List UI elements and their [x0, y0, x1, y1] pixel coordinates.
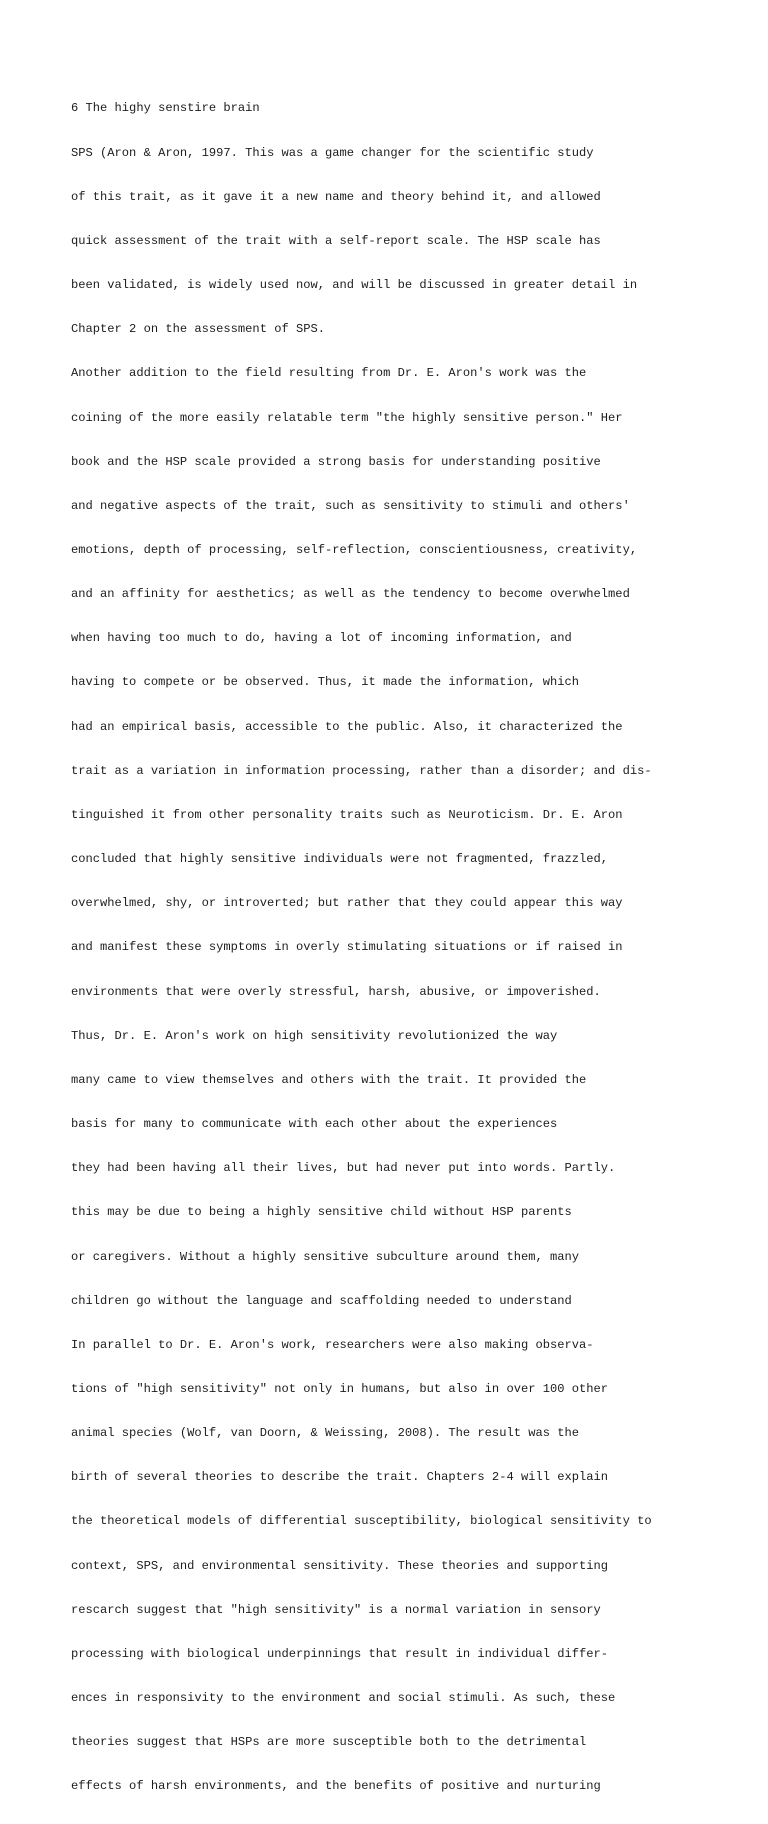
text-line: having to compete or be observed. Thus, it made the information, which [71, 675, 580, 690]
text-line: birth of several theories to describe the trait. Chapters 2-4 will explain [71, 1470, 609, 1485]
text-line: rescarch suggest that "high sensitivity" is a normal variation in sensory [71, 1602, 601, 1617]
text-line: processing with biological underpinnings that result in individual differ- [71, 1646, 609, 1661]
text-line: and an affinity for aesthetics; as well as the tendency to become overwhelmed [71, 587, 630, 602]
text-line: this may be due to being a highly sensitive child without HSP parents [71, 1205, 572, 1220]
text-line: of this trait, as it gave it a new name and theory behind it, and allowed [71, 189, 601, 204]
text-line: they had been having all their lives, but had never put into words. Partly. [71, 1161, 616, 1176]
text-line: emotions, depth of processing, self-reflection, conscientiousness, creativity, [71, 543, 638, 557]
text-line: overwhelmed, shy, or introverted; but rather that they could appear this way [71, 896, 623, 911]
text-line: Thus, Dr. E. Aron's work on high sensitivity revolutionized the way [71, 1028, 558, 1043]
text-line: had an empirical basis, accessible to the public. Also, it characterized the [71, 719, 623, 734]
text-line: context, SPS, and environmental sensitivity. These theories and supporting [71, 1558, 609, 1573]
body-text [71, 72, 711, 1824]
text-line: In parallel to Dr. E. Aron's work, researchers were also making observa- [71, 1337, 594, 1352]
text-line: many came to view themselves and others with the trait. It provided the [71, 1072, 587, 1087]
text-line: effects of harsh environments, and the benefits of positive and nurturing [71, 1779, 601, 1794]
text-line: and manifest these symptoms in overly stimulating situations or if raised in [71, 940, 623, 955]
text-line: trait as a variation in information processing, rather than a disorder; and dis- [71, 763, 652, 778]
text-line: the theoretical models of differential susceptibility, biological sensitivity to [71, 1514, 652, 1529]
text-line: quick assessment of the trait with a self-report scale. The HSP scale has [71, 233, 601, 248]
running-header: 6 The highy senstire brain [71, 101, 260, 116]
text-line: concluded that highly sensitive individuals were not fragmented, frazzled, [71, 852, 609, 867]
text-line: ences in responsivity to the environment and social stimuli. As such, these [71, 1691, 616, 1706]
text-line: or caregivers. Without a highly sensitive subculture around them, many [71, 1249, 580, 1264]
text-line: tions of "high sensitivity" not only in humans, but also in over 100 other [71, 1381, 609, 1396]
text-line: children go without the language and scaffolding needed to understand [71, 1293, 572, 1308]
text-line: book and the HSP scale provided a strong basis for understanding positive [71, 454, 601, 469]
text-line: basis for many to communicate with each other about the experiences [71, 1117, 558, 1132]
text-line: animal species (Wolf, van Doorn, & Weissing, 2008). The result was the [71, 1426, 580, 1441]
text-line: Chapter 2 on the assessment of SPS. [71, 322, 326, 337]
text-line: tinguished it from other personality traits such as Neuroticism. Dr. E. Aron [71, 807, 623, 822]
text-line: been validated, is widely used now, and will be discussed in greater detail in [71, 278, 638, 293]
text-line: environments that were overly stressful, harsh, abusive, or impoverished. [71, 984, 601, 999]
text-line: Another addition to the field resulting from Dr. E. Aron's work was the [71, 366, 587, 381]
text-line: coining of the more easily relatable term "the highly sensitive person." Her [71, 410, 623, 425]
text-line: and negative aspects of the trait, such as sensitivity to stimuli and others' [71, 498, 630, 513]
text-line: SPS (Aron & Aron, 1997. This was a game changer for the scientific study [71, 145, 594, 160]
text-line: theories suggest that HSPs are more susceptible both to the detrimental [71, 1735, 587, 1750]
text-line: when having too much to do, having a lot of incoming information, and [71, 631, 572, 646]
